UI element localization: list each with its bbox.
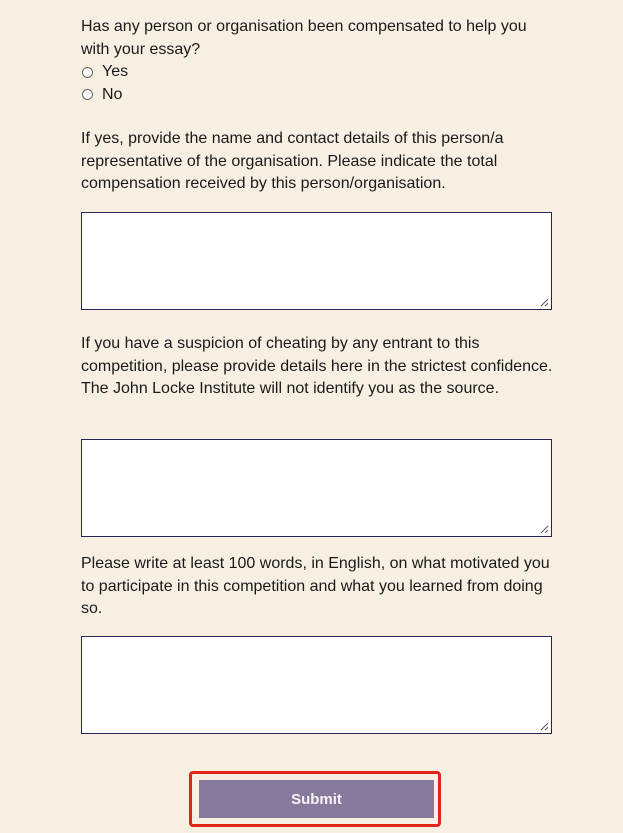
compensation-details-label: If yes, provide the name and contact details of this person/a representative of the organisation. Please indicate the total compensation received by this person/organisation. bbox=[81, 130, 504, 192]
compensation-question bbox=[81, 16, 553, 106]
compensation-question-label: Has any person or organisation been compensated to help you with your essay? bbox=[81, 18, 527, 58]
radio-option-yes[interactable] bbox=[81, 61, 553, 84]
resize-handle-icon[interactable] bbox=[540, 298, 549, 307]
resize-handle-icon[interactable] bbox=[540, 722, 549, 731]
cheating-report-label: If you have a suspicion of cheating by any entrant to this competition, please provide details here in the strictest confidence. The John Locke Institute will not identify you as the source. bbox=[81, 335, 553, 397]
compensation-details-textarea[interactable] bbox=[81, 212, 552, 310]
submit-button[interactable]: Submit bbox=[199, 780, 434, 818]
radio-yes-circle[interactable] bbox=[82, 67, 93, 78]
radio-yes-label[interactable]: Yes bbox=[102, 63, 129, 81]
radio-option-no[interactable] bbox=[81, 84, 553, 107]
cheating-report-textarea[interactable] bbox=[81, 439, 552, 537]
compensation-details-question bbox=[81, 128, 553, 196]
motivation-label: Please write at least 100 words, in English, on what motivated you to participate in this competition and what you learned from doing so. bbox=[81, 555, 550, 617]
radio-no-label[interactable]: No bbox=[102, 85, 123, 103]
radio-no-circle[interactable] bbox=[82, 89, 93, 100]
motivation-question bbox=[81, 553, 553, 621]
motivation-textarea[interactable] bbox=[81, 636, 552, 734]
resize-handle-icon[interactable] bbox=[540, 525, 549, 534]
cheating-report-question bbox=[81, 333, 553, 401]
